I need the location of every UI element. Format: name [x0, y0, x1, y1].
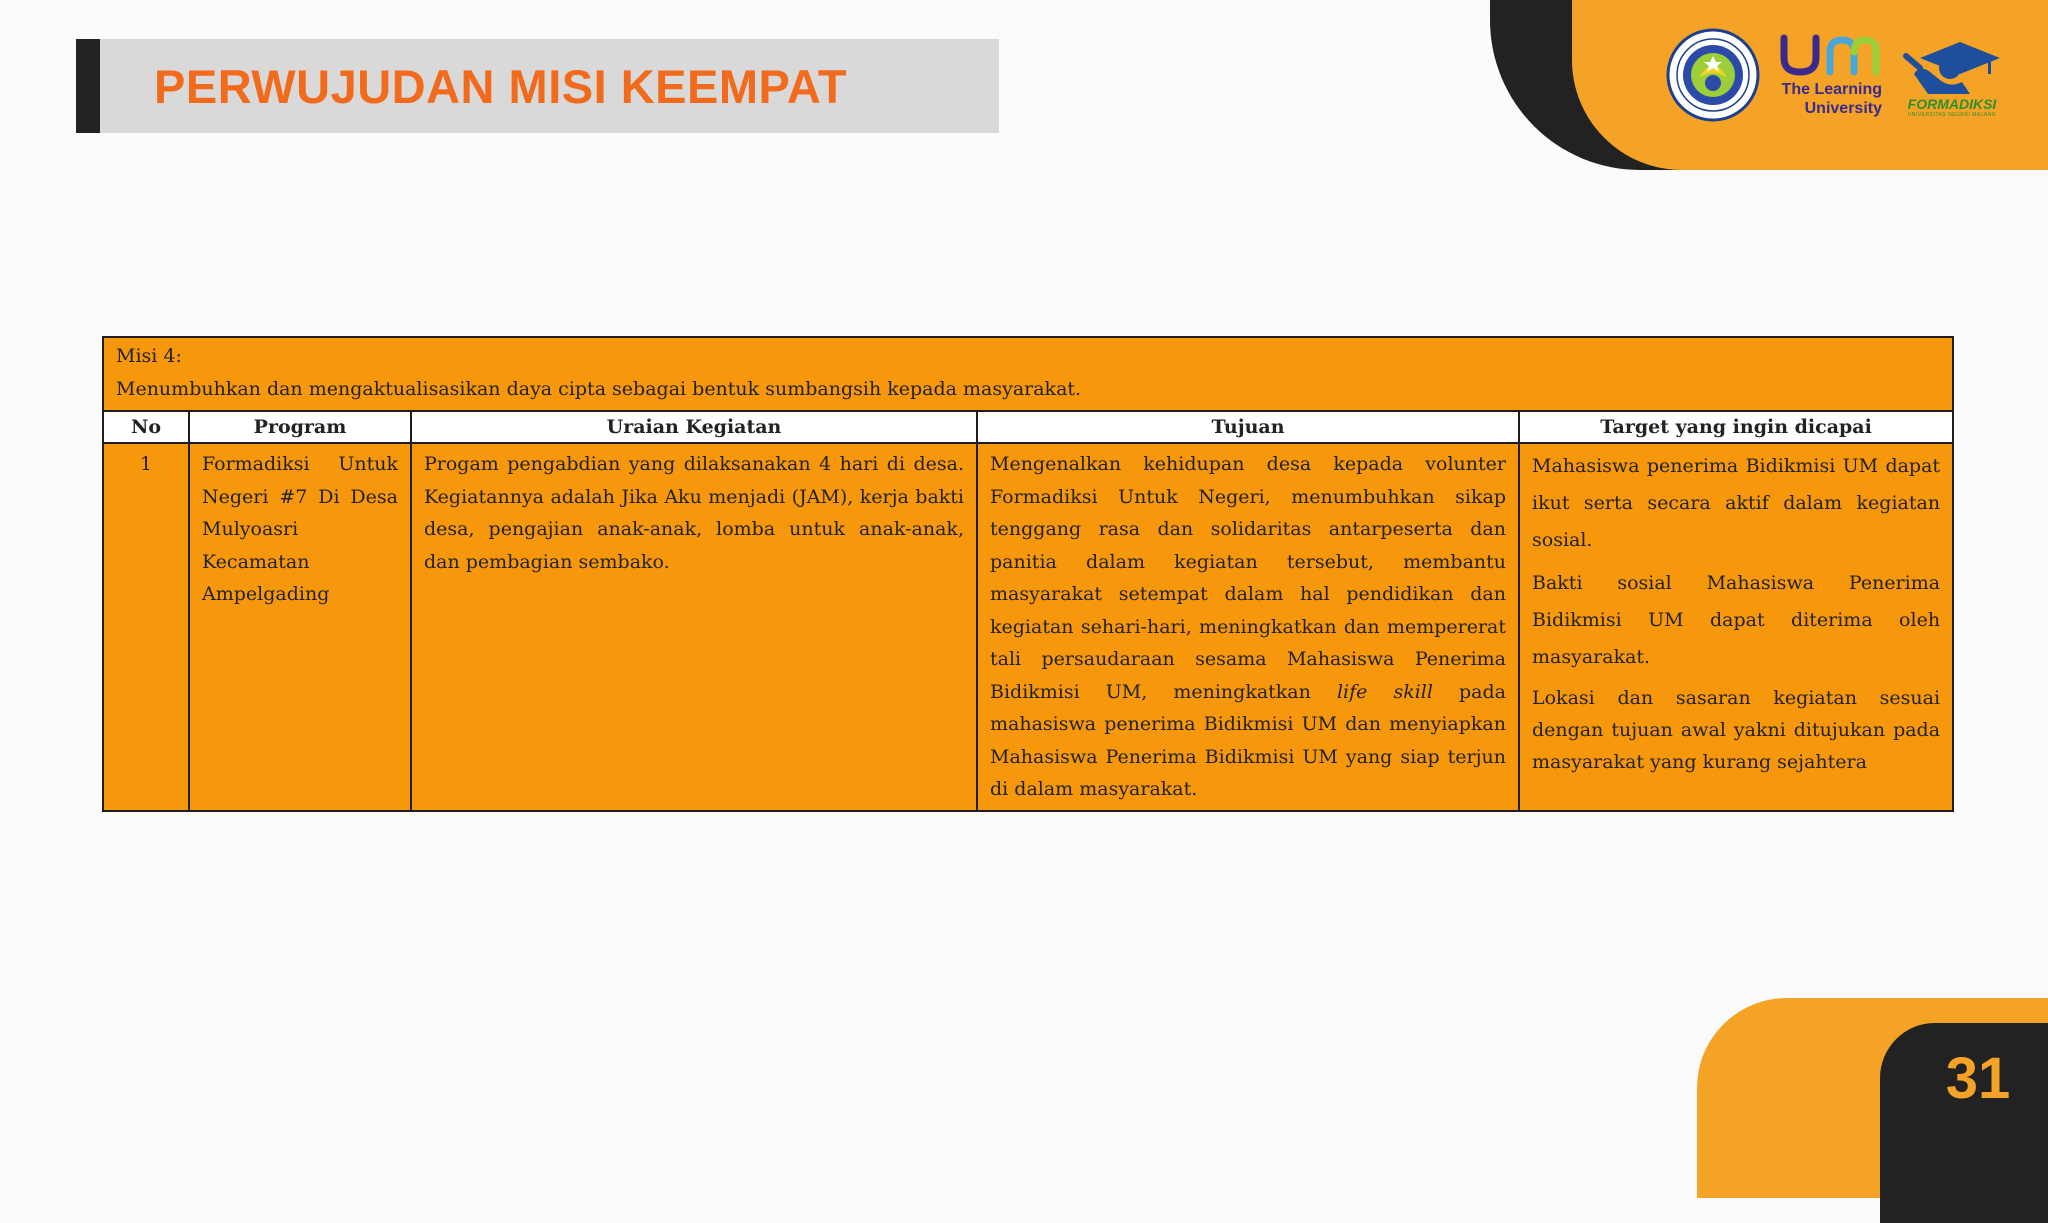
um-wordmark-icon [1772, 30, 1882, 80]
target-item: Mahasiswa penerima Bidikmisi UM dapat ikut serta secara aktif dalam kegiatan sosial. [1532, 455, 1941, 551]
mission-table [102, 336, 1954, 812]
mission-description: Menumbuhkan dan mengaktualisasikan daya cipta sebagai bentuk sumbangsih kepada masyarakat. [116, 378, 1082, 400]
slide-title-bar [76, 39, 999, 133]
target-item: Bakti sosial Mahasiswa Penerima Bidikmisi UM dapat diterima oleh masyarakat. [1532, 572, 1941, 668]
table-row [103, 443, 1953, 811]
column-header-no: No [103, 411, 189, 443]
tujuan-text-italic: life skill [1336, 680, 1433, 703]
column-header-target: Target yang ingin dicapai [1519, 411, 1953, 443]
um-seal-logo-icon [1666, 28, 1760, 122]
mission-header-cell [103, 337, 1953, 411]
cell-tujuan [977, 443, 1519, 811]
formadiksi-logo-text: FORMADIKSI [1907, 96, 1997, 112]
page-number: 31 [1945, 1046, 2011, 1111]
um-logo-caption [1772, 80, 1882, 118]
column-header-program: Program [189, 411, 411, 443]
column-header-row [103, 411, 1953, 443]
tujuan-text-part2: pada mahasiswa penerima Bidikmisi UM dan menyiapkan Mahasiswa Penerima Bidikmisi UM yang siap terjun di dalam masyarakat. [990, 680, 1506, 800]
column-header-tujuan: Tujuan [977, 411, 1519, 443]
cell-program: Formadiksi Untuk Negeri #7 Di Desa Mulyoasri Kecamatan Ampelgading [189, 443, 411, 811]
formadiksi-logo-subtext: UNIVERSITAS NEGERI MALANG [1907, 112, 1997, 118]
formadiksi-logo [1900, 28, 2004, 122]
cell-target [1519, 443, 1953, 811]
um-logo-caption-line1: The Learning [1781, 81, 1882, 98]
um-learning-university-logo [1772, 30, 1882, 122]
graduation-figure-icon [1900, 28, 2004, 98]
cell-no: 1 [103, 443, 189, 811]
um-logo-caption-line2: University [1804, 100, 1882, 117]
cell-uraian: Progam pengabdian yang dilaksanakan 4 hari di desa. Kegiatannya adalah Jika Aku menjadi (JAM), kerja bakti desa, pengajian anak-anak, lomba untuk anak-anak, dan pembagian sembako. [411, 443, 977, 811]
title-background [100, 39, 999, 133]
title-accent-bar [76, 39, 100, 133]
target-item: Lokasi dan sasaran kegiatan sesuai dengan tujuan awal yakni ditujukan pada masyarakat yang kurang sejahtera [1532, 687, 1941, 773]
tujuan-text-part1: Mengenalkan kehidupan desa kepada volunter Formadiksi Untuk Negeri, menumbuhkan sikap tenggang rasa dan solidaritas antarpeserta dan panitia dalam kegiatan tersebut, membantu masyarakat setempat dalam hal pendidikan dan kegiatan sehari-hari, meningkatkan dan mempererat tali persaudaraan sesama Mahasiswa Penerima Bidikmisi UM, meningkatkan [990, 453, 1506, 703]
mission-header-row [103, 337, 1953, 411]
mission-label: Misi 4: [116, 345, 182, 367]
slide-title: PERWUJUDAN MISI KEEMPAT [154, 60, 848, 113]
column-header-uraian: Uraian Kegiatan [411, 411, 977, 443]
